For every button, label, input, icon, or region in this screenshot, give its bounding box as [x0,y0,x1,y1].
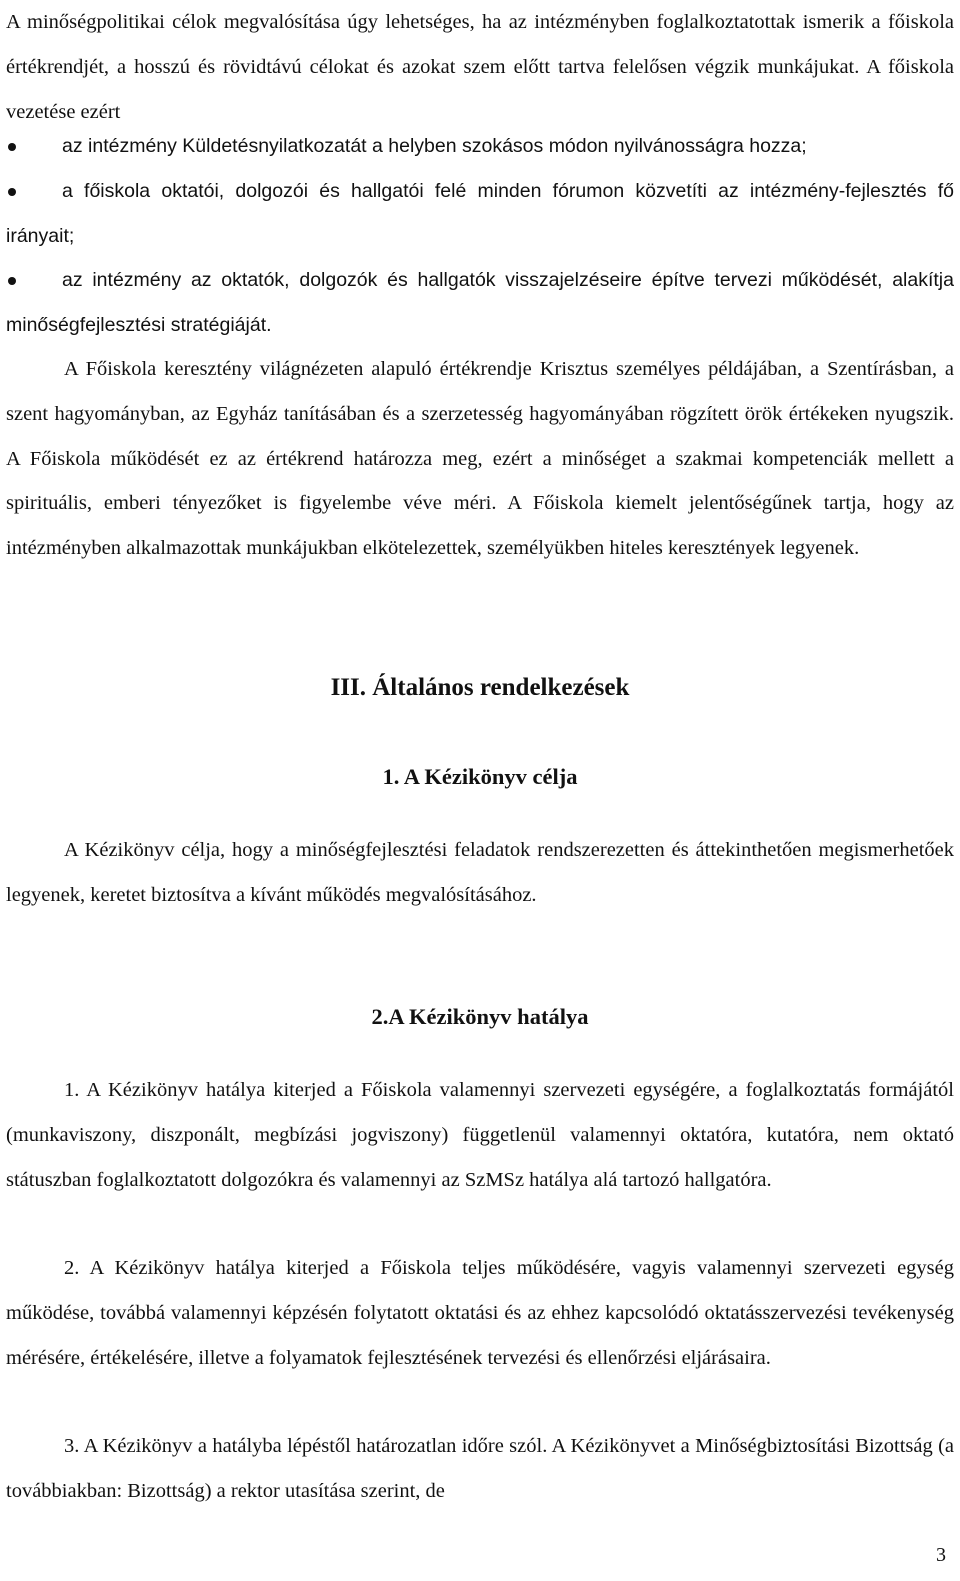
bullet-icon [8,143,16,151]
intro-paragraph: A minőségpolitikai célok megvalósítása úgy lehetséges, ha az intézményben foglalkoztatottak ismerik a főiskola értékrendjét, a hosszú és rövidtávú célokat és azokat szem előtt tartva felelősen végzik munkájukat. A főiskola vezetése ezért [6,11,954,123]
subsection-heading-scope: 2.A Kézikönyv hatálya [371,1004,589,1029]
bullet-item [6,258,954,348]
subsection-heading-purpose: 1. A Kézikönyv célja [382,764,578,789]
bullet-item [6,124,954,169]
scope-item: 3. A Kézikönyv a hatályba lépéstől határozatlan időre szól. A Kézikönyvet a Minőségbiztosítási Bizottság (a továbbiakban: Bizottság) a rektor utasítása szerint, de [6,1435,954,1502]
values-paragraph: A Főiskola keresztény világnézeten alapuló értékrendje Krisztus személyes példájában, a Szentírásban, a szent hagyományban, az Egyház tanításában és a szerzetesség hagyományában rögzített örök értékeken nyugszik. A Főiskola működését ez az értékrend határozza meg, ezért a minőséget a szakmai kompetenciák mellett a spirituális, emberi tényezőket is figyelembe véve méri. A Főiskola kiemelt jelentőségűnek tartja, hogy az intézményben alkalmazottak munkájukban elkötelezettek, személyükben hiteles keresztények legyenek. [6,358,954,560]
bullet-icon [8,188,16,196]
bullet-icon [8,277,16,285]
bullet-text: az intézmény Küldetésnyilatkozatát a helyben szokásos módon nyilvánosságra hozza; [62,135,807,157]
bullet-text: az intézmény az oktatók, dolgozók és hallgatók visszajelzéseire építve tervezi működését, alakítja minőségfejlesztési stratégiáját. [6,269,954,336]
bullet-item [6,169,954,259]
scope-item: 1. A Kézikönyv hatálya kiterjed a Főiskola valamennyi szervezeti egységére, a foglalkoztatás formájától (munkaviszony, diszponált, megbízási jogviszony) függetlenül valamennyi oktatóra, kutatóra, nem oktató státuszban foglalkoztatott dolgozókra és valamennyi az SzMSz hatálya alá tartozó hallgatóra. [6,1079,954,1191]
scope-item: 2. A Kézikönyv hatálya kiterjed a Főiskola teljes működésére, vagyis valamennyi szervezeti egység működése, továbbá valamennyi képzésén folytatott oktatási és az ehhez kapcsolódó oktatásszervezési tevékenység mérésére, értékelésére, illetve a folyamatok fejlesztésének tervezési és ellenőrzési eljárásaira. [6,1257,954,1369]
section-heading: III. Általános rendelkezések [330,674,630,701]
bullet-text: a főiskola oktatói, dolgozói és hallgatói felé minden fórumon közvetíti az intézmény-fejlesztés fő irányait; [6,180,954,247]
purpose-paragraph: A Kézikönyv célja, hogy a minőségfejlesztési feladatok rendszerezetten és áttekinthetően megismerhetőek legyenek, keretet biztosítva a kívánt működés megvalósításához. [6,839,954,906]
page-number: 3 [936,1544,946,1566]
